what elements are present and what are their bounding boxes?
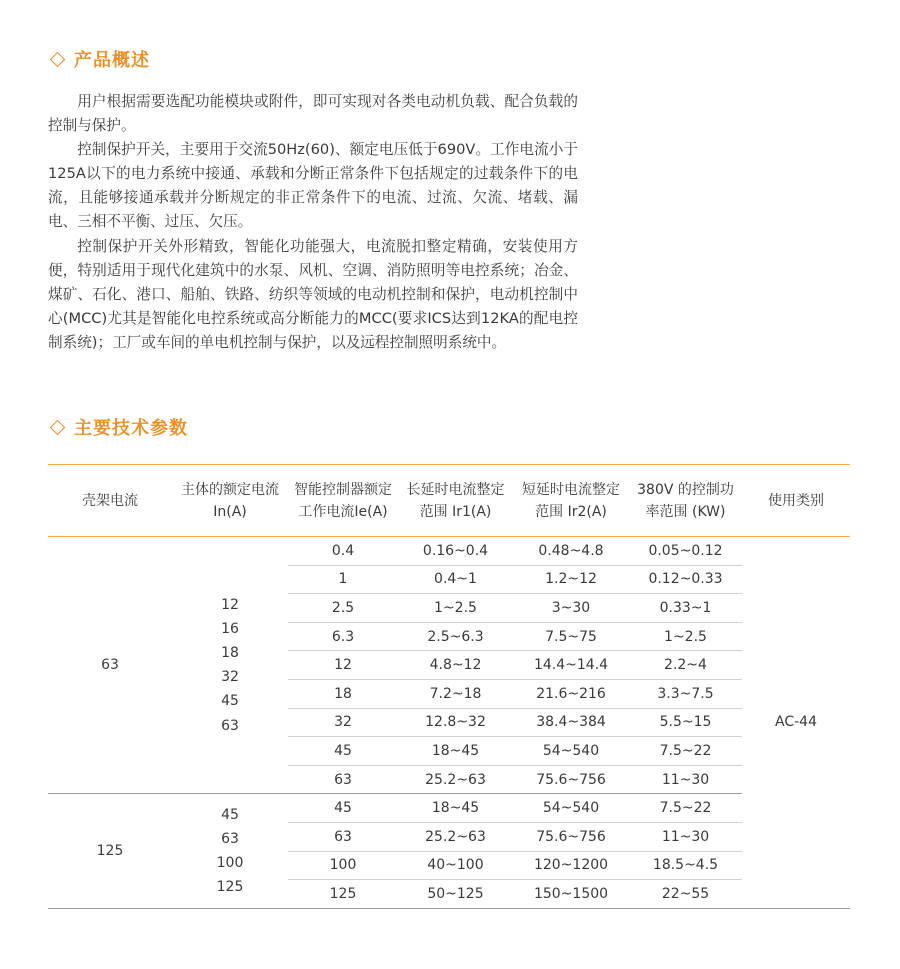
- controller-current-cell: 32: [288, 708, 398, 737]
- main-rated-value: 63: [221, 717, 239, 734]
- main-rated-value: 45: [221, 693, 239, 710]
- table-header-row: [48, 465, 850, 537]
- long-delay-cell: 50~125: [398, 880, 513, 909]
- power-range-cell: 1~2.5: [629, 622, 742, 651]
- long-delay-cell: 18~45: [398, 737, 513, 766]
- diamond-icon: [50, 51, 66, 67]
- power-range-cell: 22~55: [629, 880, 742, 909]
- controller-current-cell: 125: [288, 880, 398, 909]
- main-rated-value: 45: [221, 806, 239, 823]
- short-delay-cell: 14.4~14.4: [513, 651, 629, 680]
- params-table: [48, 464, 850, 909]
- short-delay-cell: 120~1200: [513, 851, 629, 880]
- power-range-cell: 2.2~4: [629, 651, 742, 680]
- main-rated-value: 32: [221, 669, 239, 686]
- main-rated-value: 16: [221, 620, 239, 637]
- short-delay-cell: 75.6~756: [513, 822, 629, 851]
- controller-current-cell: 45: [288, 794, 398, 823]
- diamond-icon: [50, 419, 66, 435]
- controller-current-cell: 12: [288, 651, 398, 680]
- main-rated-value: 18: [221, 644, 239, 661]
- usage-category-cell: AC-44: [742, 537, 850, 909]
- overview-paragraph: 控制保护开关，主要用于交流50Hz(60)、额定电压低于690V。工作电流小于125A以下的电力系统中接通、承载和分断正常条件下包括规定的过载条件下的电流，且能够接通承载并分断规定的非正常条件下的电流、过流、欠流、堵载、漏电、三相不平衡、过压、欠压。: [48, 141, 578, 231]
- params-title: 主要技术参数: [74, 418, 188, 439]
- controller-current-cell: 45: [288, 737, 398, 766]
- overview-heading: [48, 46, 150, 72]
- long-delay-cell: 7.2~18: [398, 679, 513, 708]
- short-delay-cell: 3~30: [513, 594, 629, 623]
- header-frame-current: 壳架电流: [48, 465, 172, 537]
- main-rated-value: 63: [221, 830, 239, 847]
- short-delay-cell: 21.6~216: [513, 679, 629, 708]
- short-delay-cell: 54~540: [513, 794, 629, 823]
- main-rated-value: 100: [216, 855, 244, 872]
- long-delay-cell: 4.8~12: [398, 651, 513, 680]
- power-range-cell: 7.5~22: [629, 737, 742, 766]
- frame-current-cell: 125: [48, 794, 172, 908]
- short-delay-cell: 0.48~4.8: [513, 537, 629, 566]
- controller-current-cell: 63: [288, 822, 398, 851]
- long-delay-cell: 25.2~63: [398, 822, 513, 851]
- controller-current-cell: 63: [288, 765, 398, 794]
- power-range-cell: 3.3~7.5: [629, 679, 742, 708]
- header-power-range: 380V 的控制功率范围 (KW): [629, 465, 742, 537]
- long-delay-cell: 1~2.5: [398, 594, 513, 623]
- short-delay-cell: 38.4~384: [513, 708, 629, 737]
- short-delay-cell: 54~540: [513, 737, 629, 766]
- short-delay-cell: 75.6~756: [513, 765, 629, 794]
- controller-current-cell: 6.3: [288, 622, 398, 651]
- header-long-delay-range: 长延时电流整定范围 Ir1(A): [398, 465, 513, 537]
- table-row: [48, 537, 850, 566]
- long-delay-cell: 0.16~0.4: [398, 537, 513, 566]
- long-delay-cell: 0.4~1: [398, 565, 513, 594]
- controller-current-cell: 1: [288, 565, 398, 594]
- overview-body: [48, 90, 578, 355]
- power-range-cell: 18.5~4.5: [629, 851, 742, 880]
- overview-paragraph: 控制保护开关外形精致，智能化功能强大，电流脱扣整定精确，安装使用方便，特别适用于现代化建筑中的水泵、风机、空调、消防照明等电控系统；冶金、煤矿、石化、港口、船舶、铁路、纺织等领域的电动机控制和保护，电动机控制中心(MCC)尤其是智能化电控系统或高分断能力的MCC(要求ICS达到12KA的配电控制系统)；工厂或车间的单电机控制与保护，以及远程控制照明系统中。: [48, 237, 578, 351]
- header-main-rated-current: 主体的额定电流 In(A): [172, 465, 288, 537]
- short-delay-cell: 150~1500: [513, 880, 629, 909]
- power-range-cell: 11~30: [629, 765, 742, 794]
- power-range-cell: 7.5~22: [629, 794, 742, 823]
- power-range-cell: 11~30: [629, 822, 742, 851]
- short-delay-cell: 7.5~75: [513, 622, 629, 651]
- main-rated-value: 12: [221, 596, 239, 613]
- power-range-cell: 5.5~15: [629, 708, 742, 737]
- long-delay-cell: 40~100: [398, 851, 513, 880]
- header-usage-category: 使用类别: [742, 465, 850, 537]
- main-rated-value: 125: [216, 879, 244, 896]
- main-rated-current-cell: [172, 794, 288, 908]
- header-short-delay-range: 短延时电流整定范围 Ir2(A): [513, 465, 629, 537]
- long-delay-cell: 2.5~6.3: [398, 622, 513, 651]
- long-delay-cell: 12.8~32: [398, 708, 513, 737]
- long-delay-cell: 25.2~63: [398, 765, 513, 794]
- main-rated-current-cell: [172, 537, 288, 794]
- frame-current-cell: 63: [48, 537, 172, 794]
- params-heading: [48, 414, 188, 440]
- overview-title: 产品概述: [74, 50, 150, 71]
- header-controller-current: 智能控制器额定工作电流Ie(A): [288, 465, 398, 537]
- controller-current-cell: 100: [288, 851, 398, 880]
- power-range-cell: 0.12~0.33: [629, 565, 742, 594]
- power-range-cell: 0.05~0.12: [629, 537, 742, 566]
- controller-current-cell: 18: [288, 679, 398, 708]
- controller-current-cell: 2.5: [288, 594, 398, 623]
- overview-paragraph: 用户根据需要选配功能模块或附件，即可实现对各类电动机负载、配合负载的控制与保护。: [48, 93, 578, 135]
- controller-current-cell: 0.4: [288, 537, 398, 566]
- short-delay-cell: 1.2~12: [513, 565, 629, 594]
- long-delay-cell: 18~45: [398, 794, 513, 823]
- power-range-cell: 0.33~1: [629, 594, 742, 623]
- table-row: [48, 794, 850, 823]
